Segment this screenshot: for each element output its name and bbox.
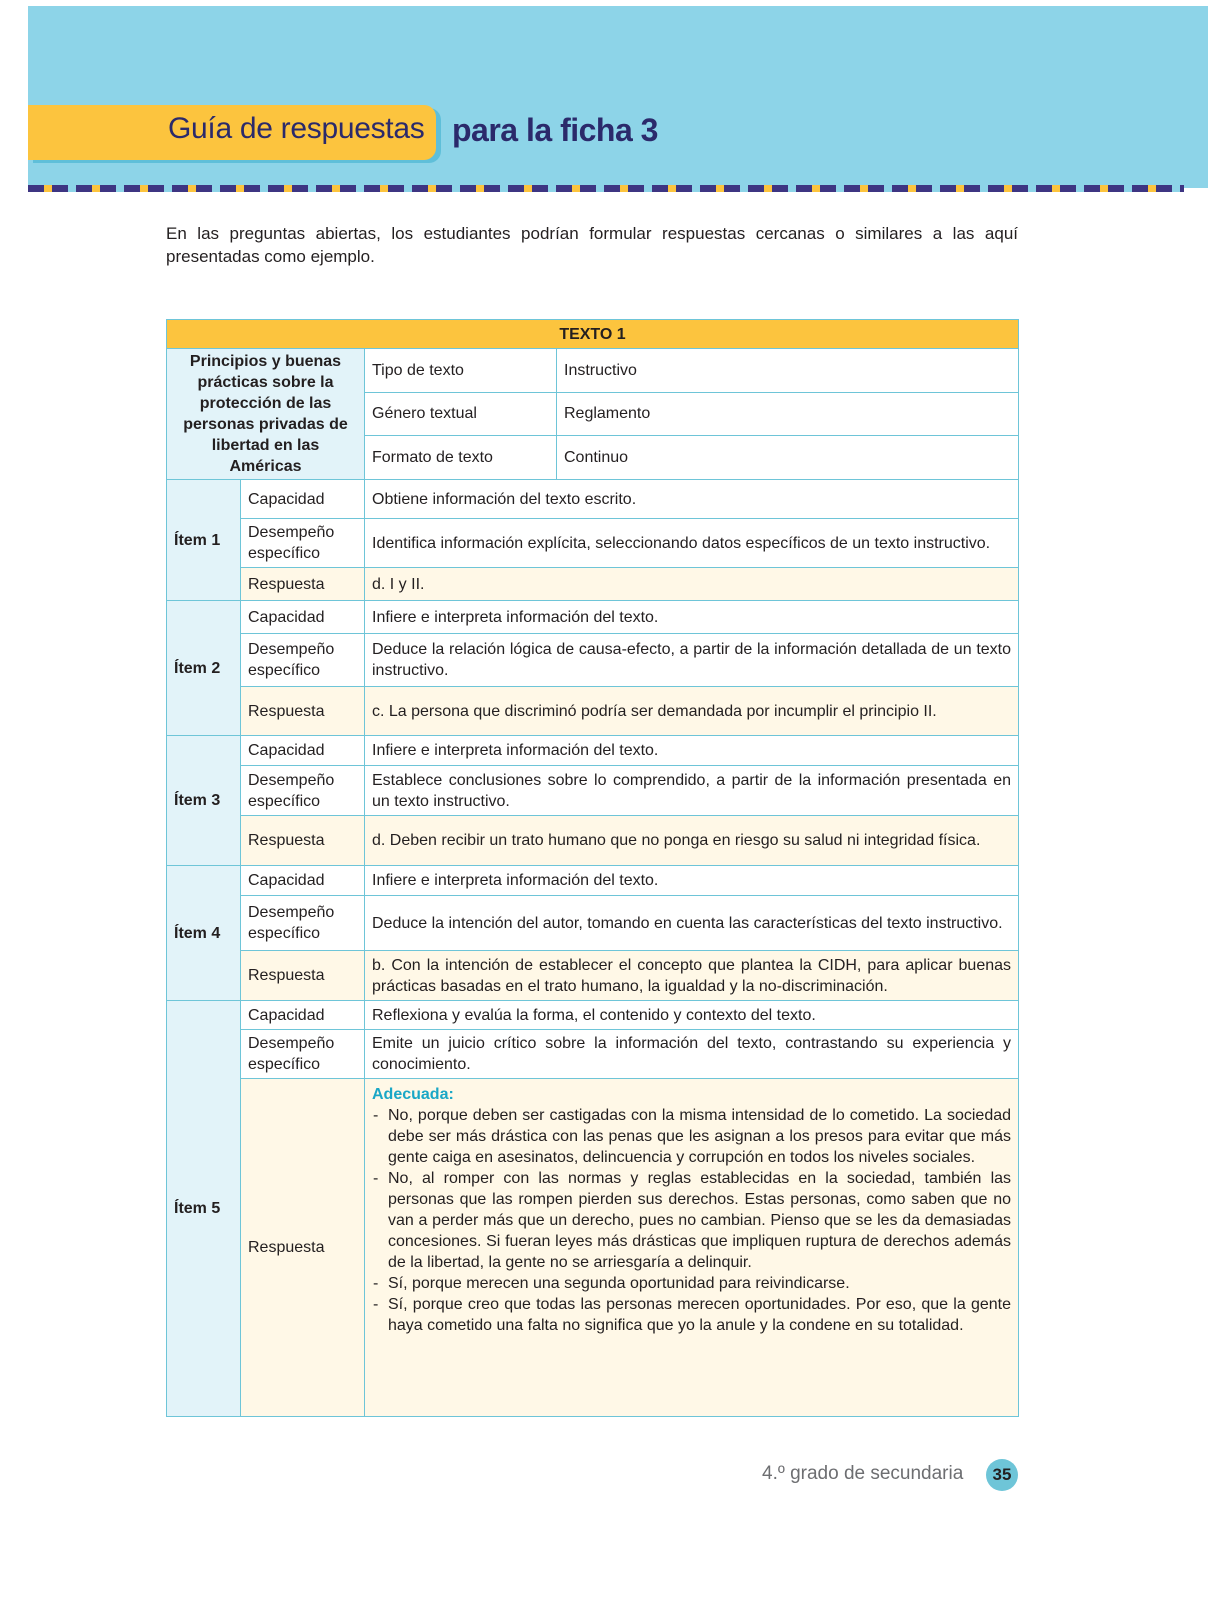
capacidad-label: Capacidad [241, 866, 365, 896]
principles-title: Principios y buenas prácticas sobre la protección de las personas privadas de libertad en las Américas [167, 349, 365, 480]
capacidad-value: Obtiene información del texto escrito. [365, 480, 1019, 519]
table-heading: TEXTO 1 [167, 320, 1019, 349]
item-label: Ítem 5 [167, 1001, 241, 1417]
table-row [167, 866, 1019, 896]
page-number: 35 [986, 1459, 1018, 1491]
capacidad-value: Reflexiona y evalúa la forma, el contenido y contexto del texto. [365, 1001, 1019, 1030]
meta-value: Continuo [557, 436, 1019, 480]
capacidad-value: Infiere e interpreta información del texto. [365, 601, 1019, 634]
adequate-heading: Adecuada: [372, 1086, 454, 1103]
respuesta-label: Respuesta [241, 816, 365, 866]
table-row [167, 1079, 1019, 1417]
page-title-left: Guía de respuestas [168, 112, 425, 145]
table-row [167, 896, 1019, 951]
respuesta-value: c. La persona que discriminó podría ser demandada por incumplir el principio II. [365, 687, 1019, 736]
desempeno-label: Desempeño específico [241, 634, 365, 687]
respuesta-value: d. I y II. [365, 568, 1019, 601]
capacidad-label: Capacidad [241, 1001, 365, 1030]
table-row [167, 601, 1019, 634]
desempeno-label: Desempeño específico [241, 766, 365, 816]
list-item: - Sí, porque creo que todas las personas merecen oportunidades. Por eso, que la gente haya cometido una falta no significa que yo la anule y la condene en su totalidad. [372, 1294, 1011, 1336]
answer-guide-table [166, 319, 1019, 1417]
table-row [167, 951, 1019, 1001]
table-row [167, 766, 1019, 816]
desempeno-value: Identifica información explícita, seleccionando datos específicos de un texto instructivo. [365, 519, 1019, 568]
table-row [167, 687, 1019, 736]
respuesta-value [365, 1079, 1019, 1417]
respuesta-label: Respuesta [241, 1079, 365, 1417]
intro-paragraph: En las preguntas abiertas, los estudiantes podrían formular respuestas cercanas o similares a las aquí presentadas como ejemplo. [166, 224, 1018, 266]
page-title-right: para la ficha 3 [452, 112, 658, 148]
answer-options [372, 1105, 1011, 1336]
list-item: - No, porque deben ser castigadas con la misma intensidad de lo cometido. La sociedad debe ser más drástica con las penas que les asignan a los presos para evitar que más gente caiga en asesinatos, delincuencia y corrupción en todos los niveles sociales. [372, 1105, 1011, 1168]
desempeno-label: Desempeño específico [241, 896, 365, 951]
table-row [167, 1001, 1019, 1030]
capacidad-label: Capacidad [241, 601, 365, 634]
respuesta-value: d. Deben recibir un trato humano que no ponga en riesgo su salud ni integridad física. [365, 816, 1019, 866]
table-row [167, 736, 1019, 766]
desempeno-label: Desempeño específico [241, 1030, 365, 1079]
meta-value: Reglamento [557, 392, 1019, 436]
table-row [167, 480, 1019, 519]
meta-row [167, 349, 1019, 393]
item-label: Ítem 1 [167, 480, 241, 601]
capacidad-label: Capacidad [241, 736, 365, 766]
grade-label: 4.º grado de secundaria [762, 1463, 964, 1484]
capacidad-value: Infiere e interpreta información del texto. [365, 866, 1019, 896]
table-row [167, 816, 1019, 866]
capacidad-value: Infiere e interpreta información del texto. [365, 736, 1019, 766]
table-heading-row [167, 320, 1019, 349]
desempeno-value: Establece conclusiones sobre lo comprendido, a partir de la información presentada en un texto instructivo. [365, 766, 1019, 816]
table-row [167, 568, 1019, 601]
table-row [167, 634, 1019, 687]
respuesta-label: Respuesta [241, 951, 365, 1001]
respuesta-label: Respuesta [241, 687, 365, 736]
desempeno-value: Emite un juicio crítico sobre la información del texto, contrastando su experiencia y conocimiento. [365, 1030, 1019, 1079]
decorative-stripe [28, 185, 1184, 192]
meta-value: Instructivo [557, 349, 1019, 393]
item-label: Ítem 3 [167, 736, 241, 866]
desempeno-label: Desempeño específico [241, 519, 365, 568]
desempeno-value: Deduce la relación lógica de causa-efecto, a partir de la información detallada de un texto instructivo. [365, 634, 1019, 687]
item-label: Ítem 2 [167, 601, 241, 736]
table-row [167, 1030, 1019, 1079]
item-label: Ítem 4 [167, 866, 241, 1001]
desempeno-value: Deduce la intención del autor, tomando en cuenta las características del texto instructivo. [365, 896, 1019, 951]
meta-label: Género textual [365, 392, 557, 436]
header-banner [28, 6, 1208, 188]
meta-label: Formato de texto [365, 436, 557, 480]
list-item: - Sí, porque merecen una segunda oportunidad para reivindicarse. [372, 1273, 1011, 1294]
table-row [167, 519, 1019, 568]
respuesta-label: Respuesta [241, 568, 365, 601]
respuesta-value: b. Con la intención de establecer el concepto que plantea la CIDH, para aplicar buenas prácticas basadas en el trato humano, la igualdad y la no-discriminación. [365, 951, 1019, 1001]
capacidad-label: Capacidad [241, 480, 365, 519]
list-item: - No, al romper con las normas y reglas establecidas en la sociedad, también las personas que las rompen pierden sus derechos. Estas personas, como saben que no van a perder más que un derecho, pues no cambian. Pienso que se les da demasiadas concesiones. Si fueran leyes más drásticas que impliquen ruptura de derechos además de la libertad, la gente no se arriesgaría a delinquir. [372, 1168, 1011, 1273]
meta-label: Tipo de texto [365, 349, 557, 393]
